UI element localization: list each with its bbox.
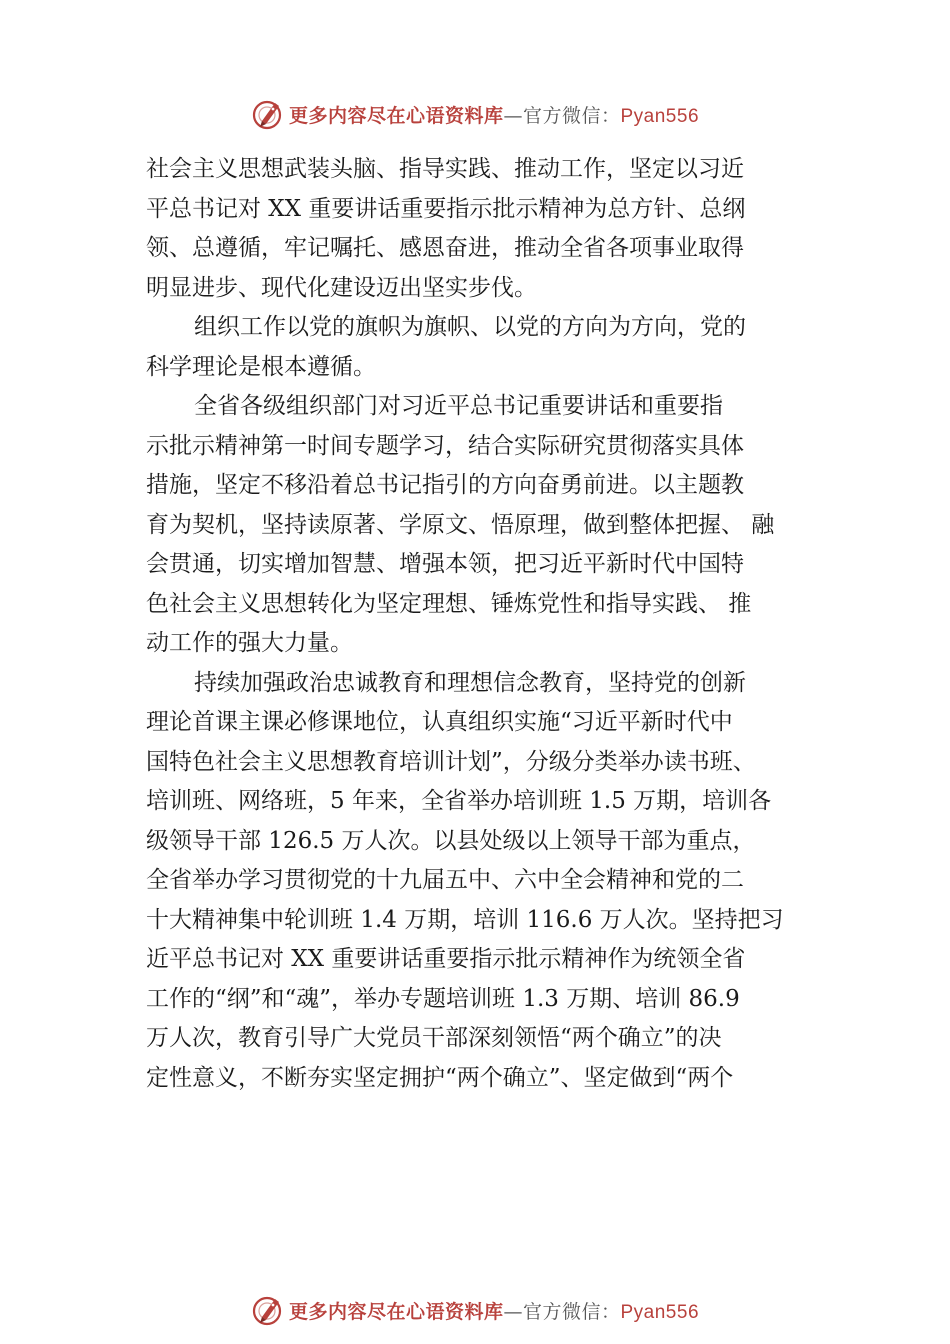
paragraph-3 [146,387,810,664]
text-line: 领、总遵循，牢记嘱托、感恩奋进，推动全省各项事业取得 [146,235,744,261]
text-line: 级领导干部 126.5 万人次。以县处级以上领导干部为重点， [146,827,756,854]
text-line: 近平总书记对 XX 重要讲话重要指示批示精神作为统领全省 [146,946,746,972]
text-line: 定性意义，不断夯实坚定拥护“两个确立”、坚定做到“两个 [146,1064,734,1091]
text-line: 国特色社会主义思想教育培训计划”，分级分类举办读书班、 [146,748,756,775]
text-line: 科学理论是根本遵循。 [146,353,376,380]
header-banner [251,97,699,131]
header-wechat-id: Pyan556 [620,105,700,127]
text-line: 育为契机，坚持读原著、学原文、悟原理，做到整体把握、 融 [146,511,775,538]
footer-wechat-label: —官方微信： [503,1300,621,1323]
pen-nib-circle-icon [251,97,285,131]
header-brand-text: 更多内容尽在心语资料库 [288,104,504,127]
page-footer [0,1290,950,1330]
text-line: 理论首课主课必修课地位，认真组织实施“习近平新时代中 [146,709,733,735]
text-line: 社会主义思想武装头脑、指导实践、推动工作，坚定以习近 [146,156,744,182]
paragraph-1 [146,150,810,308]
text-line: 全省举办学习贯彻党的十九届五中、六中全会精神和党的二 [146,867,744,893]
text-line: 明显进步、现代化建设迈出坚实步伐。 [146,274,537,301]
text-line: 组织工作以党的旗帜为旗帜、以党的方向为方向，党的 [194,314,746,340]
header-wechat-label: —官方微信： [503,104,621,127]
text-line: 平总书记对 XX 重要讲话重要指示批示精神为总方针、总纲 [146,195,746,222]
text-line: 十大精神集中轮训班 1.4 万期，培训 116.6 万人次。坚持把习 [146,906,784,933]
text-line: 动工作的强大力量。 [146,630,353,656]
paragraph-4 [146,664,810,1099]
text-line: 持续加强政治忠诚教育和理想信念教育，坚持党的创新 [194,669,746,696]
paragraph-2 [146,308,810,387]
text-line: 示批示精神第一时间专题学习，结合实际研究贯彻落实具体 [146,432,744,459]
text-line: 万人次，教育引导广大党员干部深刻领悟“两个确立”的决 [146,1025,722,1051]
document-body [146,150,810,1098]
footer-brand-text: 更多内容尽在心语资料库 [288,1300,504,1323]
text-line: 会贯通，切实增加智慧、增强本领，把习近平新时代中国特 [146,551,744,577]
text-line: 全省各级组织部门对习近平总书记重要讲话和重要指 [194,393,723,419]
text-line: 培训班、网络班，5 年来，全省举办培训班 1.5 万期，培训各 [146,788,772,814]
text-line: 色社会主义思想转化为坚定理想、锤炼党性和指导实践、 推 [146,590,752,617]
text-line: 措施，坚定不移沿着总书记指引的方向奋勇前进。以主题教 [146,472,744,498]
footer-wechat-id: Pyan556 [620,1301,700,1323]
pen-nib-circle-icon [251,1293,285,1327]
text-line: 工作的“纲”和“魂”，举办专题培训班 1.3 万期、培训 86.9 [146,985,740,1012]
footer-banner [251,1293,699,1327]
page-header [0,94,950,134]
